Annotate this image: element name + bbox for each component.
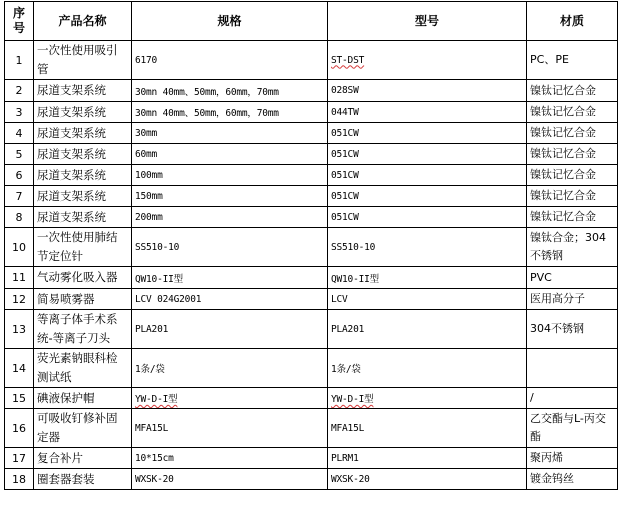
spec-cell: LCV 024G2001	[132, 289, 328, 310]
material-cell: PVC	[527, 267, 618, 289]
table-body	[5, 41, 618, 490]
spec-cell: 30mm	[132, 123, 328, 144]
table-row	[5, 80, 618, 102]
spec-cell: 100mm	[132, 165, 328, 186]
product-name-cell: 碘液保护帽	[34, 388, 132, 409]
table-row	[5, 207, 618, 228]
material-cell: 镍钛记忆合金	[527, 102, 618, 123]
product-name-cell: 荧光素钠眼科检测试纸	[34, 349, 132, 388]
product-name-cell: 尿道支架系统	[34, 207, 132, 228]
row-number-cell: 11	[5, 267, 34, 289]
table-row	[5, 41, 618, 80]
model-cell: MFA15L	[328, 409, 527, 448]
header-material: 材质	[527, 2, 618, 41]
spec-cell: 200mm	[132, 207, 328, 228]
spec-cell: 30mn 40mm、50mm，60mm，70mm	[132, 102, 328, 123]
product-table	[4, 1, 618, 490]
model-cell: 044TW	[328, 102, 527, 123]
model-cell: 028SW	[328, 80, 527, 102]
material-cell: 医用高分子	[527, 289, 618, 310]
table-row	[5, 409, 618, 448]
product-name-cell: 尿道支架系统	[34, 102, 132, 123]
product-name-cell: 尿道支架系统	[34, 123, 132, 144]
material-cell: PC、PE	[527, 41, 618, 80]
table-row	[5, 165, 618, 186]
product-name-cell: 尿道支架系统	[34, 186, 132, 207]
model-cell: 051CW	[328, 144, 527, 165]
product-name-cell: 复合补片	[34, 448, 132, 469]
row-number-cell: 17	[5, 448, 34, 469]
spec-cell: 1条/袋	[132, 349, 328, 388]
material-cell: 镍钛记忆合金	[527, 207, 618, 228]
spec-cell: 10*15cm	[132, 448, 328, 469]
spec-text: YW-D-I型	[135, 394, 178, 405]
header-model: 型号	[328, 2, 527, 41]
row-number-cell: 16	[5, 409, 34, 448]
product-name-cell: 一次性使用肺结节定位针	[34, 228, 132, 267]
material-cell: 乙交酯与L-丙交酯	[527, 409, 618, 448]
model-cell: SS510-10	[328, 228, 527, 267]
spec-cell: SS510-10	[132, 228, 328, 267]
product-name-cell: 可吸收钉修补固定器	[34, 409, 132, 448]
row-number-cell: 12	[5, 289, 34, 310]
row-number-cell: 2	[5, 80, 34, 102]
spec-cell: 30mn 40mm、50mm，60mm，70mm	[132, 80, 328, 102]
product-name-cell: 简易喷雾器	[34, 289, 132, 310]
material-cell: 镍钛合金；304不锈钢	[527, 228, 618, 267]
table-row	[5, 123, 618, 144]
product-name-cell: 圈套器套装	[34, 469, 132, 490]
material-cell: 镍钛记忆合金	[527, 123, 618, 144]
table-row	[5, 186, 618, 207]
header-spec: 规格	[132, 2, 328, 41]
row-number-cell: 5	[5, 144, 34, 165]
table-row	[5, 388, 618, 409]
model-cell	[328, 388, 527, 409]
table-row	[5, 289, 618, 310]
table-row	[5, 349, 618, 388]
row-number-cell: 18	[5, 469, 34, 490]
table-row	[5, 228, 618, 267]
material-cell: 镍钛记忆合金	[527, 165, 618, 186]
row-number-cell: 14	[5, 349, 34, 388]
table-row	[5, 448, 618, 469]
header-no: 序号	[5, 2, 34, 41]
row-number-cell: 15	[5, 388, 34, 409]
material-cell: 镀金钨丝	[527, 469, 618, 490]
spec-cell: 60mm	[132, 144, 328, 165]
material-cell: 镍钛记忆合金	[527, 80, 618, 102]
spec-cell: MFA15L	[132, 409, 328, 448]
product-name-cell: 气动雾化吸入器	[34, 267, 132, 289]
model-cell: LCV	[328, 289, 527, 310]
table-row	[5, 102, 618, 123]
row-number-cell: 6	[5, 165, 34, 186]
material-cell: 镍钛记忆合金	[527, 186, 618, 207]
table-row	[5, 267, 618, 289]
row-number-cell: 10	[5, 228, 34, 267]
material-cell: /	[527, 388, 618, 409]
row-number-cell: 7	[5, 186, 34, 207]
material-cell: 聚丙烯	[527, 448, 618, 469]
table-row	[5, 310, 618, 349]
product-name-cell: 一次性使用吸引管	[34, 41, 132, 80]
header-name: 产品名称	[34, 2, 132, 41]
spec-cell: PLA201	[132, 310, 328, 349]
row-number-cell: 4	[5, 123, 34, 144]
model-cell: WXSK-20	[328, 469, 527, 490]
material-cell: 304不锈钢	[527, 310, 618, 349]
table-row	[5, 144, 618, 165]
model-cell: 051CW	[328, 165, 527, 186]
model-text: YW-D-I型	[331, 394, 374, 405]
material-cell: 镍钛记忆合金	[527, 144, 618, 165]
model-cell	[328, 41, 527, 80]
spec-cell: QW10-II型	[132, 267, 328, 289]
spec-cell	[132, 388, 328, 409]
product-name-cell: 等离子体手术系统-等离子刀头	[34, 310, 132, 349]
header-row	[5, 2, 618, 41]
row-number-cell: 3	[5, 102, 34, 123]
product-name-cell: 尿道支架系统	[34, 144, 132, 165]
table-row	[5, 469, 618, 490]
product-name-cell: 尿道支架系统	[34, 165, 132, 186]
model-text: ST-DST	[331, 54, 365, 66]
model-cell: 051CW	[328, 207, 527, 228]
model-cell: 1条/袋	[328, 349, 527, 388]
product-name-cell: 尿道支架系统	[34, 80, 132, 102]
row-number-cell: 13	[5, 310, 34, 349]
spec-cell: WXSK-20	[132, 469, 328, 490]
model-cell: PLRM1	[328, 448, 527, 469]
model-cell: PLA201	[328, 310, 527, 349]
model-cell: 051CW	[328, 186, 527, 207]
model-cell: QW10-II型	[328, 267, 527, 289]
spec-cell: 6170	[132, 41, 328, 80]
row-number-cell: 1	[5, 41, 34, 80]
spec-cell: 150mm	[132, 186, 328, 207]
row-number-cell: 8	[5, 207, 34, 228]
model-cell: 051CW	[328, 123, 527, 144]
material-cell	[527, 349, 618, 388]
